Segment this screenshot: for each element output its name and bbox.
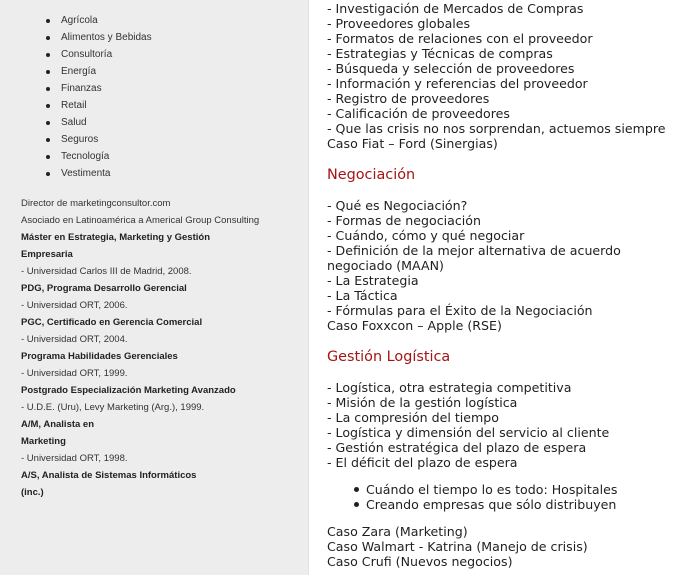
degree-title: A/M, Analista en bbox=[21, 419, 95, 430]
degree-title: Máster en Estrategia, Marketing y Gestión bbox=[21, 232, 211, 243]
negotiation-topic: negociado (MAAN) bbox=[327, 258, 444, 273]
purchase-topic: - Proveedores globales bbox=[327, 16, 471, 31]
purchase-topic: - Estrategias y Técnicas de compras bbox=[327, 46, 553, 61]
bullet-icon bbox=[46, 53, 50, 57]
negotiation-topic: - La Táctica bbox=[327, 288, 398, 303]
purchase-topic: - Calificación de proveedores bbox=[327, 106, 510, 121]
degree-detail: - Universidad ORT, 2006. bbox=[21, 300, 128, 311]
bullet-icon bbox=[46, 172, 50, 176]
bullet-icon bbox=[46, 36, 50, 40]
column-divider bbox=[308, 0, 309, 575]
sector-item: Seguros bbox=[0, 131, 152, 148]
degree-title: PDG, Programa Desarrollo Gerencial bbox=[21, 283, 187, 294]
bullet-icon bbox=[354, 502, 359, 507]
sector-item: Finanzas bbox=[0, 80, 152, 97]
purchase-topic: - Información y referencias del proveedor bbox=[327, 76, 588, 91]
sector-item: Consultoría bbox=[0, 46, 152, 63]
degree-title: A/S, Analista de Sistemas Informáticos bbox=[21, 470, 197, 481]
bullet-icon bbox=[46, 138, 50, 142]
logistics-topic: - El déficit del plazo de espera bbox=[327, 455, 518, 470]
case-study: Caso Crufi (Nuevos negocios) bbox=[327, 554, 513, 569]
purchase-topic: - Registro de proveedores bbox=[327, 91, 490, 106]
degree-title: (inc.) bbox=[21, 487, 44, 498]
degree-title: PGC, Certificado en Gerencia Comercial bbox=[21, 317, 203, 328]
degree-detail: - Universidad ORT, 1998. bbox=[21, 453, 128, 464]
purchase-topic: - Investigación de Mercados de Compras bbox=[327, 1, 584, 16]
sector-item: Agrícola bbox=[0, 12, 152, 29]
degree-detail: - Universidad ORT, 1999. bbox=[21, 368, 128, 379]
bullet-icon bbox=[46, 121, 50, 125]
sector-item: Energía bbox=[0, 63, 152, 80]
bullet-icon bbox=[46, 104, 50, 108]
degree-detail: - Universidad ORT, 2004. bbox=[21, 334, 128, 345]
purchase-topic: - Que las crisis no nos sorprendan, actuemos siempre bbox=[327, 121, 666, 136]
bullet-icon bbox=[354, 487, 359, 492]
purchase-topic: - Formatos de relaciones con el proveedor bbox=[327, 31, 593, 46]
degree-detail: - Universidad Carlos III de Madrid, 2008. bbox=[21, 266, 192, 277]
negotiation-topic: - Cuándo, cómo y qué negociar bbox=[327, 228, 525, 243]
negotiation-topic: - Definición de la mejor alternativa de acuerdo bbox=[327, 243, 621, 258]
sector-item: Vestimenta bbox=[0, 165, 152, 182]
bullet-icon bbox=[46, 70, 50, 74]
section-heading-negotiation: Negociación bbox=[327, 167, 416, 183]
logistics-sub-bullet: Cuándo el tiempo lo es todo: Hospitales bbox=[354, 482, 617, 497]
section-heading-logistics: Gestión Logística bbox=[327, 349, 451, 365]
logistics-topic: - La compresión del tiempo bbox=[327, 410, 499, 425]
logistics-topic: - Logística y dimensión del servicio al cliente bbox=[327, 425, 610, 440]
bullet-icon bbox=[46, 19, 50, 23]
left-sidebar bbox=[0, 0, 308, 575]
bio-line: Director de marketingconsultor.com bbox=[21, 198, 171, 209]
case-study: Caso Walmart - Katrina (Manejo de crisis) bbox=[327, 539, 588, 554]
logistics-topic: - Logística, otra estrategia competitiva bbox=[327, 380, 572, 395]
sector-item: Alimentos y Bebidas bbox=[0, 29, 152, 46]
purchase-topic: - Búsqueda y selección de proveedores bbox=[327, 61, 575, 76]
negotiation-topic: - Formas de negociación bbox=[327, 213, 481, 228]
degree-title: Marketing bbox=[21, 436, 66, 447]
bio-line: Asociado en Latinoamérica a Americal Group Consulting bbox=[21, 215, 260, 226]
logistics-topic: - Gestión estratégica del plazo de espera bbox=[327, 440, 587, 455]
negotiation-topic: - Qué es Negociación? bbox=[327, 198, 468, 213]
sector-item: Retail bbox=[0, 97, 152, 114]
negotiation-topic: - La Estrategia bbox=[327, 273, 419, 288]
logistics-topic: - Misión de la gestión logística bbox=[327, 395, 518, 410]
sector-item: Salud bbox=[0, 114, 152, 131]
degree-title: Empresaria bbox=[21, 249, 73, 260]
case-study: Caso Zara (Marketing) bbox=[327, 524, 468, 539]
degree-detail: - U.D.E. (Uru), Levy Marketing (Arg.), 1999. bbox=[21, 402, 205, 413]
logistics-sub-bullet: Creando empresas que sólo distribuyen bbox=[354, 497, 616, 512]
bullet-icon bbox=[46, 155, 50, 159]
bio-credentials bbox=[21, 195, 306, 501]
case-study: Caso Fiat – Ford (Sinergias) bbox=[327, 136, 498, 151]
case-study: Caso Foxxcon – Apple (RSE) bbox=[327, 318, 502, 333]
sector-item: Tecnología bbox=[0, 148, 152, 165]
negotiation-topic: - Fórmulas para el Éxito de la Negociación bbox=[327, 303, 593, 318]
bullet-icon bbox=[46, 87, 50, 91]
degree-title: Programa Habilidades Gerenciales bbox=[21, 351, 178, 362]
sector-list bbox=[0, 12, 152, 182]
degree-title: Postgrado Especialización Marketing Avanzado bbox=[21, 385, 236, 396]
